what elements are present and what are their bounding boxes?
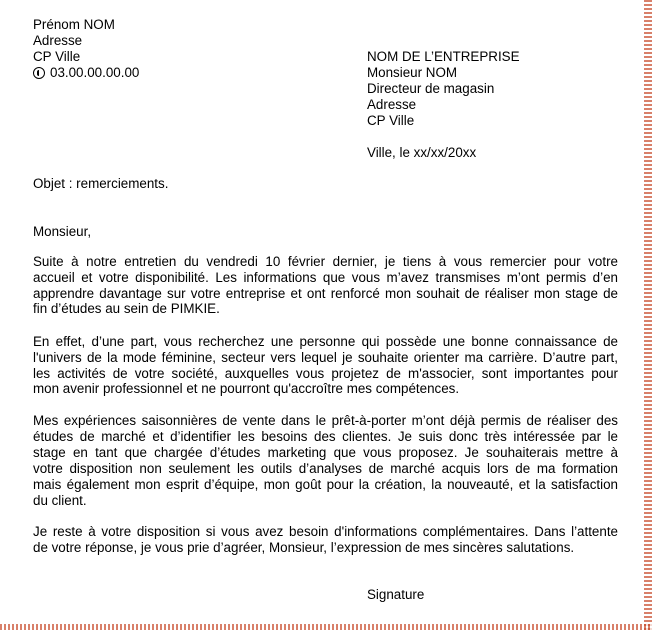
letter-salutation: Monsieur, [33,224,92,239]
sender-city: CP Ville [33,49,81,64]
sender-address: Adresse [33,33,83,48]
paragraph-4-line: de votre réponse, je vous prie d’agréer, Monsieur, l’expression de mes sincères salutations. [33,540,575,555]
paragraph-3-line: études de marché et d’identifier les besoins des clientes. Je suis donc très intéressée par le [33,429,618,444]
page-edge-bottom [0,624,652,630]
recipient-title: Directeur de magasin [367,81,495,96]
recipient-company: NOM DE L’ENTREPRISE [367,49,520,64]
paragraph-2-line: mon avenir professionnel et ne pourront qu'accroître mes compétences. [33,381,460,396]
paragraph-3-line: mais également mon esprit d’équipe, mon goût pour la création, la nouveauté, et la satisfaction [33,477,618,492]
paragraph-3-line: Mes expériences saisonnières de vente dans le prêt-à-porter m’ont déjà permis de réaliser des [33,413,618,428]
sender-phone: 03.00.00.00.00 [50,65,140,80]
paragraph-3-line: votre disposition non seulement les outils d’analyses de marché acquis lors de ma formation [33,461,618,476]
letter-date: Ville, le xx/xx/20xx [367,145,477,160]
sender-name: Prénom NOM [33,17,115,32]
phone-icon [33,67,45,79]
signature: Signature [367,587,425,602]
letter-subject: Objet : remerciements. [33,176,169,191]
paragraph-1-line: apprendre davantage sur votre entreprise et ont renforcé mon souhait de réaliser mon stage de [33,286,618,301]
recipient-address: Adresse [367,97,417,112]
paragraph-3-line: du client. [33,493,87,508]
sender-phone-row [33,65,139,81]
recipient-name: Monsieur NOM [367,65,458,80]
paragraph-2-line: En effet, d’une part, vous recherchez une personne qui possède une bonne connaissance de [33,334,618,349]
paragraph-2-line: les activités de votre société, auxquelles vous projetez de m'associer, sont importantes pour [33,366,618,381]
recipient-city: CP Ville [367,113,415,128]
paragraph-4-line: Je reste à votre disposition si vous avez besoin d'informations complémentaires. Dans l’attente [33,524,618,539]
paragraph-1-line: accueil et votre disponibilité. Les informations que vous m’avez transmises m’ont permis d’en [33,270,618,285]
paragraph-2-line: l'univers de la mode féminine, secteur vers lequel je souhaite orienter ma carrière. D’autre part, [33,350,618,365]
paragraph-1-line: fin d’études au sein de PIMKIE. [33,301,220,316]
paragraph-1-line: Suite à notre entretien du vendredi 10 février dernier, je tiens à vous remercier pour votre [33,254,618,269]
page-edge-right [644,0,652,630]
paragraph-3-line: stage en tant que chargée d’études marketing que vous proposez. Je souhaiterais mettre à [33,445,618,460]
